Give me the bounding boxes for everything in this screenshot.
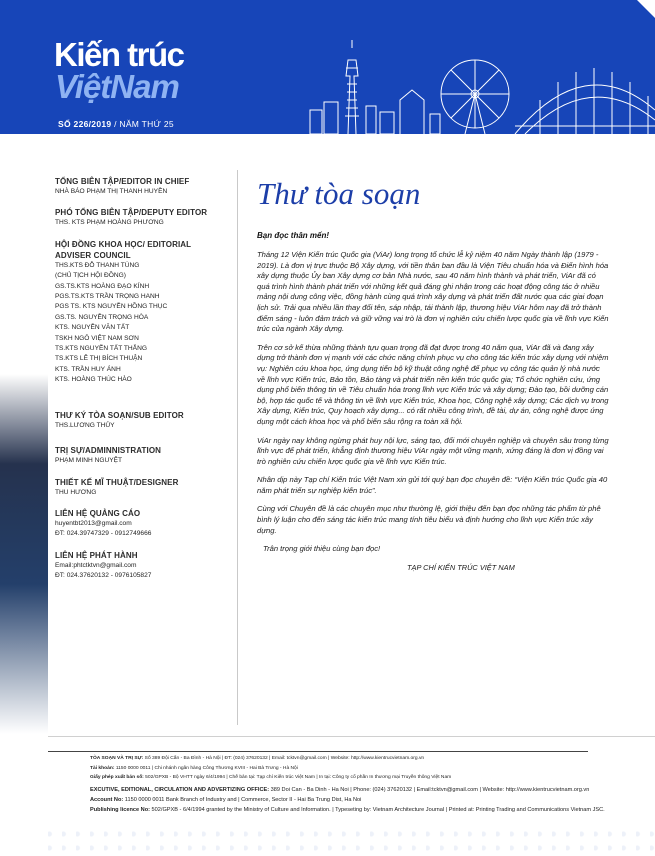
credit-section bbox=[55, 207, 227, 228]
footer-text: 1150 0000 0011 | Chi nhánh ngân hàng Công Thương KVIII - Hai Bà Trưng - Hà Nội bbox=[114, 766, 298, 771]
footer-label: Account No: bbox=[90, 797, 124, 803]
credit-line: PHẠM MINH NGUYỆT bbox=[55, 457, 123, 465]
editorial-signature: TẠP CHÍ KIẾN TRÚC VIỆT NAM bbox=[407, 563, 515, 573]
footer-line bbox=[90, 775, 451, 780]
footer-label: EXCUTIVE, EDITIONAL, CIRCULATION AND ADVERTIZING OFFICE: bbox=[90, 787, 270, 793]
footer-label: Tài khoản: bbox=[90, 766, 115, 771]
editorial-closing: Trân trọng giới thiệu cùng bạn đọc! bbox=[263, 544, 381, 554]
footer-line bbox=[90, 787, 589, 793]
footer-label: TÒA SOẠN VÀ TRỊ SỰ: bbox=[90, 756, 144, 761]
header-corner-fold bbox=[637, 0, 655, 18]
footer-label: Publishing licence No: bbox=[90, 807, 150, 813]
credit-section bbox=[55, 445, 227, 466]
credit-section bbox=[55, 410, 227, 431]
issue-number: SỐ 226/2019 bbox=[58, 119, 112, 129]
credit-line: GS.TS. NGUYỄN TRỌNG HÒA bbox=[55, 313, 149, 321]
editorial-paragraph: Trên cơ sở kế thừa những thành tựu quan trọng đã đạt được trong 40 năm qua, ViAr đã và đang xây dựng trở thành đơn vị mạnh với các chức năng chính phục vụ cho công tác kiến trúc xây dựng với nhiệm vụ: Nghiên cứu khoa học, ứng dụng tiến bộ kỹ thuật công nghệ để phục vụ công tác quản lý nhà nước về lĩnh vực Kiến trúc, Bảo tồn, Bảo tàng và phát triển nền kiến trúc quốc gia; Tổ chức nghiên cứu, ứng dụng phổ biến thông tin về Tiêu chuẩn hóa trong lĩnh vực Kiến trúc và xây dựng; Đào tạo, bồi dưỡng cán bộ, hợp tác quốc tế và thông tin về lĩnh vực Kiến trúc, Khoa học, Công nghệ xây dựng; Các dịch vụ trong Xây dựng, Kiến trúc, Quy hoạch xây dựng... có rất nhiều công trình, đề tài, dự án, công nghệ được ứng dụng một cách khoa học và phổ biến sâu rộng ra toàn xã hội. bbox=[257, 342, 609, 426]
credit-line: ĐT: 024.39747329 - 0912749666 bbox=[55, 530, 152, 538]
editorial-paragraph: ViAr ngày nay không ngừng phát huy nội lực, sáng tạo, đổi mới chuyên nghiệp và chuyên sâu trong từng lĩnh vực để phát triển, khẳng định thương hiệu ViAr ngày một vững mạnh, xứng đáng là đơn vị đồng vai trò nghiên cứu chiến lược quốc gia về lĩnh vực Kiến trúc. bbox=[257, 435, 609, 466]
footer-label: Giấy phép xuất bản số: bbox=[90, 775, 144, 780]
credit-line: KTS. HOÀNG THÚC HÀO bbox=[55, 376, 132, 384]
credit-line: TS.KTS NGUYỄN TẤT THẮNG bbox=[55, 345, 147, 353]
credit-section bbox=[55, 477, 227, 498]
credit-heading: THƯ KÝ TÒA SOẠN/SUB EDITOR bbox=[55, 410, 184, 420]
credit-line: Email:phtctktvn@gmail.com bbox=[55, 561, 137, 569]
credit-line: THS.KTS ĐỖ THANH TÙNG bbox=[55, 261, 140, 269]
footer-rule bbox=[48, 751, 588, 752]
masthead-credits bbox=[55, 176, 227, 592]
column-divider bbox=[237, 170, 238, 725]
editorial-title: Thư tòa soạn bbox=[257, 176, 421, 211]
footer-text: 502/GPXB - 6/4/1994 granted by the Ministry of Culture and Information. | Typeseting by: Vietnam Architecture Journal | Printed at: Printing Trading and Communications Vietnam JSC. bbox=[150, 807, 605, 813]
credit-section bbox=[55, 508, 227, 540]
credit-line: TS.KTS LÊ THỊ BÍCH THUẬN bbox=[55, 355, 143, 363]
skyline-illustration bbox=[300, 40, 655, 134]
credit-line: PGS.TS.KTS TRẦN TRỌNG HANH bbox=[55, 293, 160, 301]
credit-line: (CHỦ TỊCH HỘI ĐỒNG) bbox=[55, 272, 126, 280]
credit-section bbox=[55, 239, 227, 386]
credit-line: huyentbt2013@gmail.com bbox=[55, 519, 132, 527]
credit-line: THS.LƯƠNG THỦY bbox=[55, 421, 115, 429]
credit-line: THU HƯƠNG bbox=[55, 488, 97, 496]
editorial-paragraph: Tháng 12 Viện Kiến trúc Quốc gia (ViAr) long trọng tổ chức lễ kỷ niệm 40 năm Ngày thành lập (1979 - 2019). Là đơn vị trực thuộc Bộ Xây dựng, với tiền thân ban đầu là Viện Tiêu chuẩn hóa và Điển hình hóa xây dựng thuộc Ủy ban Xây dựng cơ bản Nhà nước, sau 40 năm hình thành và phát triển, ViAr đã có quá trình hình thành phát triển với những kết quả đáng ghi nhận trong các hoạt động công tác ở nhiều mảng nội dung công việc, đồng hành cùng quá trình xây dựng và phát triển đất nước qua các giai đoạn lịch sử. Trải qua nhiều lần thay đổi tên, sáp nhập, tái thành lập, thương hiệu ViAr hôm nay đã trở thành điểm sáng - luôn đảm trách và giữ vững vai trò là đơn vị nghiên cứu chiến lược quốc gia về lĩnh vực Kiến trúc của ngành Xây dựng. bbox=[257, 250, 609, 334]
footer-line bbox=[90, 756, 424, 761]
credit-line: KTS. NGUYỄN VĂN TẤT bbox=[55, 324, 130, 332]
credit-line: ĐT: 024.37620132 - 0976105827 bbox=[55, 572, 152, 580]
credit-line: THS. KTS PHẠM HOÀNG PHƯƠNG bbox=[55, 219, 164, 227]
credit-line: NHÀ BÁO PHẠM THỊ THANH HUYỀN bbox=[55, 188, 168, 195]
editorial-paragraph: Nhân dịp này Tạp chí Kiến trúc Việt Nam xin gửi tới quý bạn đọc chuyên đề: “Viện Kiến trúc Quốc gia 40 năm phát triển sự nghiệp kiến trúc”. bbox=[257, 475, 608, 495]
issue-info bbox=[58, 119, 174, 129]
footer-text: 1150 0000 0011 Bank Branch of Industry and | Commerce, Sector II - Hai Ba Trung Dist, Ha Noi bbox=[123, 797, 362, 803]
footer-line bbox=[90, 807, 605, 813]
credit-line: KTS. TRẦN HUY ÁNH bbox=[55, 365, 121, 373]
footer-text: 502/GPXB - Bộ VHTT ngày 6/4/1994 | Chế bản tại: Tạp chí Kiến trúc Việt Nam | In tại: Công ty cổ phần In thương mại Truyền thông Việt Nam bbox=[143, 775, 452, 780]
publication-footer bbox=[48, 736, 655, 856]
editorial-greeting: Bạn đọc thân mến! bbox=[257, 231, 330, 240]
credit-heading: HỘI ĐỒNG KHOA HỌC/ EDITORIAL ADVISER COUNCIL bbox=[55, 239, 191, 260]
footer-dot-pattern bbox=[48, 827, 655, 856]
issue-year: / NĂM THỨ 25 bbox=[111, 119, 174, 129]
credit-heading: THIẾT KẾ MĨ THUẬT/DESIGNER bbox=[55, 477, 179, 487]
footer-line bbox=[90, 766, 298, 771]
footer-text: Số 389 Đội Cấn - Ba Đình - Hà Nội | ĐT: (024) 37620132 | Email: tcktvn@gmail.com | Website: http://www.kientrucvietnam.org.vn bbox=[143, 756, 425, 761]
logo-kien-truc: Kiến trúc bbox=[54, 36, 184, 73]
credit-heading: LIÊN HỆ QUẢNG CÁO bbox=[55, 508, 141, 518]
editorial-paragraph: Cùng với Chuyên đề là các chuyên mục như thường lệ, giới thiệu đến bạn đọc những tác phẩm từ phê bình lý luận cho đến sáng tác kiến trúc mang tính tiêu biểu và định hướng cho lĩnh vực Kiến trúc xây dựng. bbox=[257, 504, 601, 535]
masthead-banner bbox=[0, 0, 655, 134]
credit-heading: TRỊ SỰ/ADMINNISTRATION bbox=[55, 446, 162, 456]
credit-section bbox=[55, 176, 227, 197]
footer-line bbox=[90, 797, 361, 803]
credit-heading: PHÓ TỔNG BIÊN TẬP/DEPUTY EDITOR bbox=[55, 208, 208, 218]
footer-text: 389 Doi Can - Ba Dinh - Ha Noi | Phone: (024) 37620132 | Email:tcktvn@gmail.com | Website: http://www.kientrucvietnam.org.vn bbox=[269, 787, 590, 793]
credit-heading: LIÊN HỆ PHÁT HÀNH bbox=[55, 550, 138, 560]
credit-line: GS.TS.KTS HOÀNG ĐẠO KÍNH bbox=[55, 282, 150, 290]
credit-heading: TỔNG BIÊN TẬP/EDITOR IN CHIEF bbox=[55, 177, 190, 186]
left-decorative-strip bbox=[0, 134, 48, 734]
credit-line: TSKH NGÔ VIỆT NAM SƠN bbox=[55, 334, 139, 342]
logo-viet-nam: ViệtNam bbox=[55, 68, 179, 105]
editorial-letter bbox=[257, 178, 609, 572]
credit-section bbox=[55, 550, 227, 582]
credit-line: PGS TS. KTS NGUYỄN HỒNG THỤC bbox=[55, 303, 168, 311]
